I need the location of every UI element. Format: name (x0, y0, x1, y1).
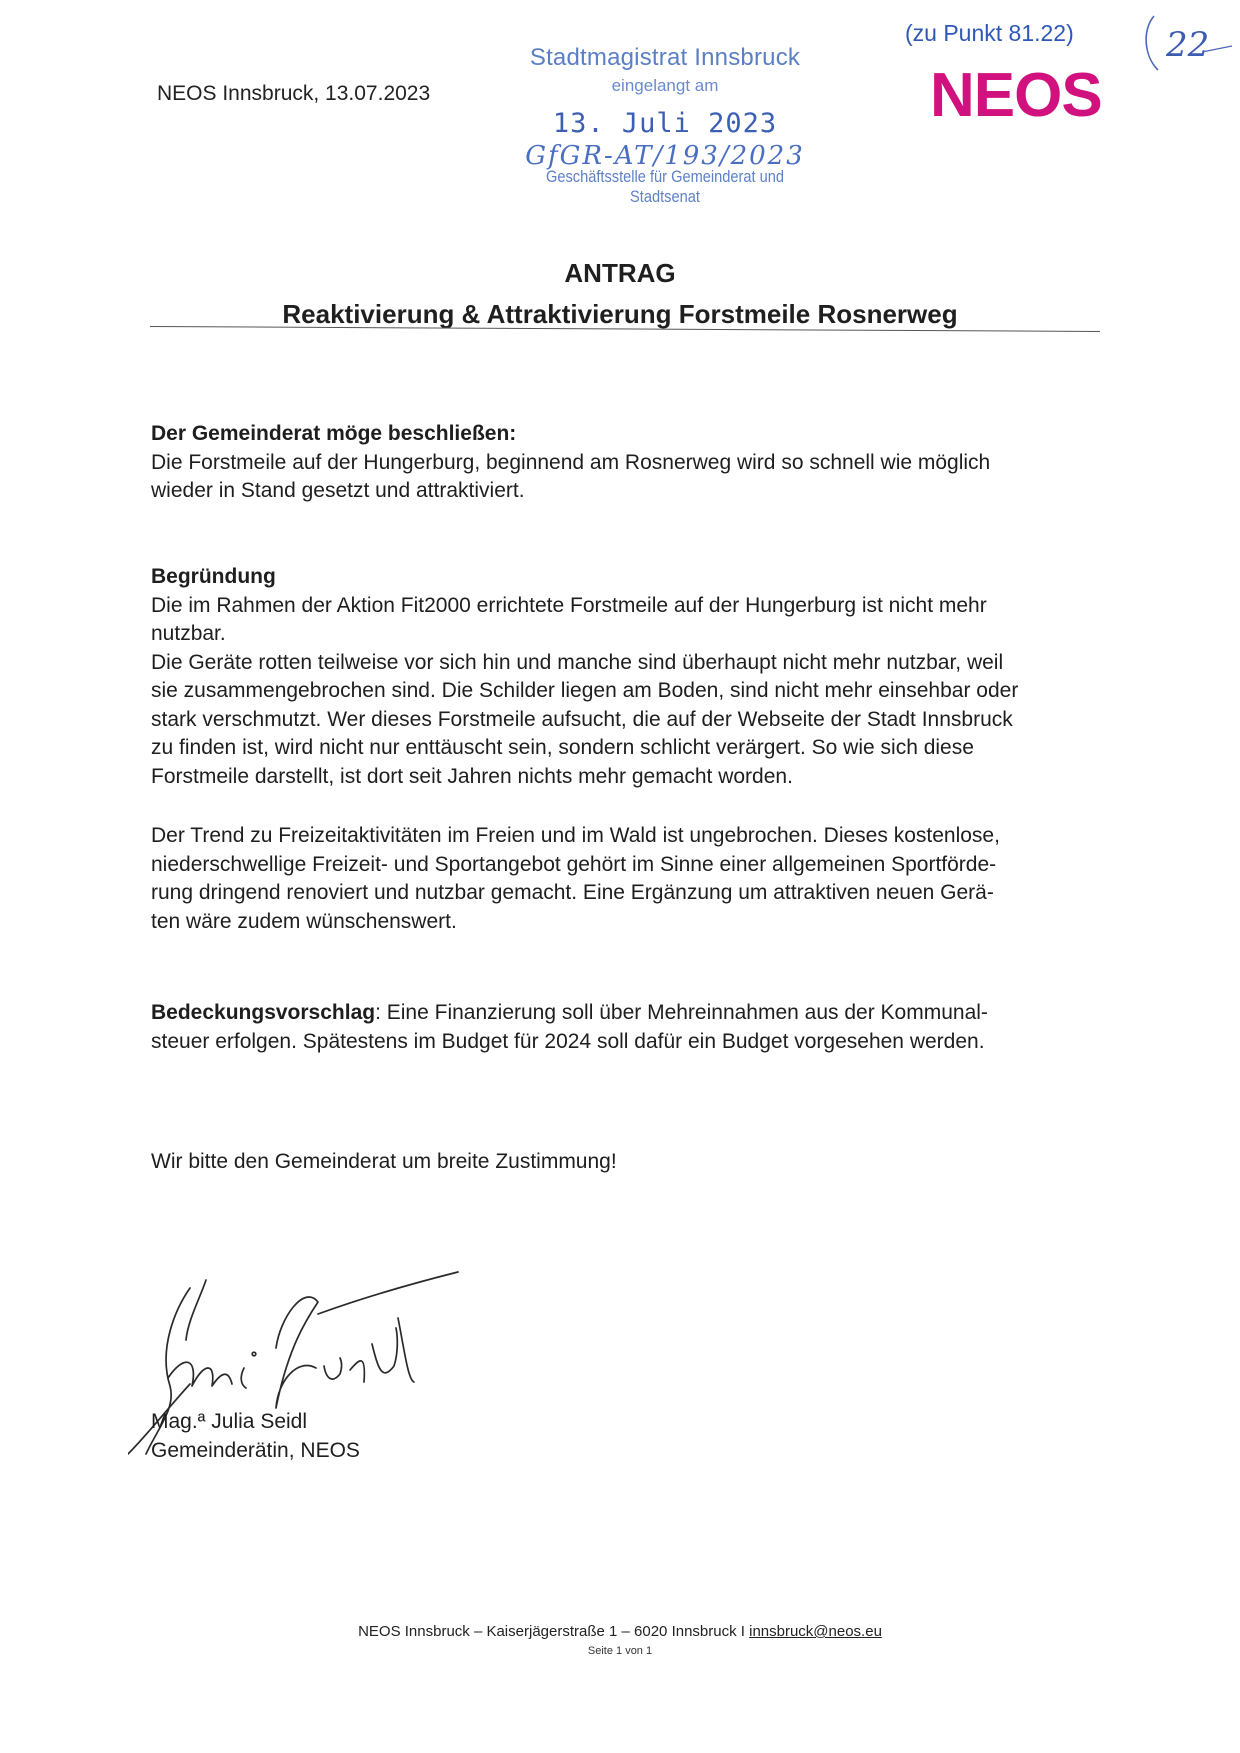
justification-line: Die Geräte rotten teilweise vor sich hin und manche sind überhaupt nicht mehr nutzbar, weil (151, 650, 1004, 674)
justification-line: zu finden ist, wird nicht nur enttäuscht sein, sondern schlicht verärgert. So wie sich diese (151, 736, 974, 759)
funding-line: : Eine Finanzierung soll über Mehreinnahmen aus der Kommunal- (375, 1001, 988, 1024)
place-date: NEOS Innsbruck, 13.07.2023 (157, 82, 431, 105)
justification-paragraph-2 (151, 822, 1101, 936)
signatory-role: Gemeinderätin, NEOS (151, 1438, 360, 1462)
title-subject: Reaktivierung & Attraktivierung Forstmeile Rosnerweg (282, 299, 958, 329)
agenda-reference: (zu Punkt 81.22) (905, 20, 1074, 46)
justification-line: sie zusammengebrochen sind. Die Schilder liegen am Boden, sind nicht mehr einsehbar oder (151, 679, 1019, 702)
closing-sentence: Wir bitte den Gemeinderat um breite Zustimmung! (151, 1150, 617, 1173)
justification-line: ten wäre zudem wünschenswert. (151, 909, 457, 933)
justification-line: Der Trend zu Freizeitaktivitäten im Freien und im Wald ist ungebrochen. Dieses kostenlose, (151, 824, 1000, 847)
resolution-section (151, 420, 1101, 506)
funding-label: Bedeckungsvorschlag (151, 1001, 376, 1024)
signatory-block (151, 1408, 651, 1465)
stamp-office: Stadtmagistrat Innsbruck (529, 44, 801, 71)
signatory-name: Mag.ª Julia Seidl (151, 1410, 308, 1433)
justification-line: stark verschmutzt. Wer dieses Forstmeile aufsucht, die auf der Webseite der Stadt Innsbruck (151, 707, 1013, 731)
document-title (0, 258, 1240, 330)
justification-heading: Begründung (151, 565, 276, 588)
resolution-line: Die Forstmeile auf der Hungerburg, beginnend am Rosnerweg wird so schnell wie möglich (151, 450, 991, 474)
page-number-circle-mark (1136, 8, 1236, 80)
justification-line: nutzbar. (151, 622, 226, 645)
page-number-mark: 22 (1166, 25, 1210, 65)
justification-line: niederschwellige Freizeit- und Sportangebot gehört im Sinne einer allgemeinen Sportförde- (151, 852, 997, 876)
stamp-date: 13. Juli 2023 (552, 108, 778, 139)
received-stamp (505, 44, 825, 207)
footer-address-text: NEOS Innsbruck – Kaiserjägerstraße 1 – 6020 Innsbruck I (358, 1623, 750, 1640)
funding-section (151, 999, 1101, 1056)
resolution-line: wieder in Stand gesetzt und attraktiviert. (151, 479, 525, 502)
resolution-heading: Der Gemeinderat möge beschließen: (151, 422, 517, 445)
stamp-file-number: GfGR-AT/193/2023 (525, 141, 805, 171)
justification-section (151, 563, 1101, 791)
footer-email-link[interactable]: innsbruck@neos.eu (749, 1623, 882, 1640)
neos-logo: NEOS (930, 61, 1102, 130)
justification-line: Die im Rahmen der Aktion Fit2000 errichtete Forstmeile auf der Hungerburg ist nicht mehr (151, 593, 987, 617)
justification-line: Forstmeile darstellt, ist dort seit Jahren nichts mehr gemacht worden. (151, 764, 793, 788)
stamp-received-label: eingelangt am (611, 76, 719, 95)
stamp-department: Geschäftsstelle für Gemeinderat und Stadtsenat (545, 167, 785, 206)
funding-line: steuer erfolgen. Spätestens im Budget für 2024 soll dafür ein Budget vorgesehen werden. (151, 1029, 985, 1053)
footer-address (0, 1623, 1240, 1640)
page-number: Seite 1 von 1 (587, 1645, 653, 1657)
title-kind: ANTRAG (564, 258, 676, 288)
justification-line: rung dringend renoviert und nutzbar gemacht. Eine Ergänzung um attraktiven neuen Gerä- (151, 881, 994, 904)
